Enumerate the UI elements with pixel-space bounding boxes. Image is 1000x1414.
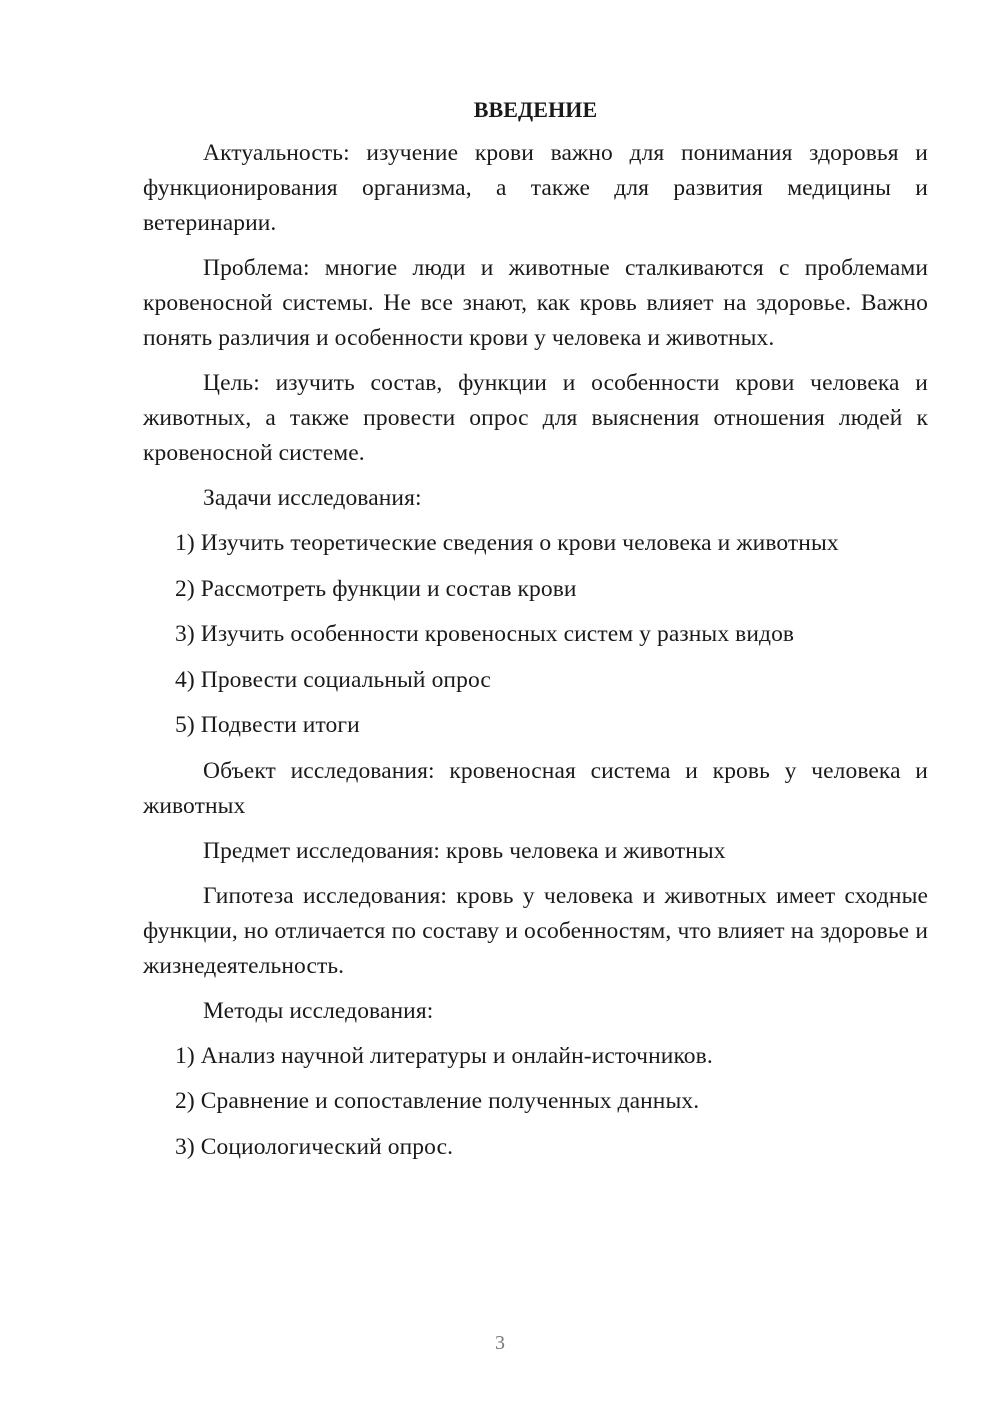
- subject-paragraph: Предмет исследования: кровь человека и животных: [203, 837, 726, 864]
- tasks-heading: Задачи исследования:: [203, 485, 422, 511]
- method-item: 3) Социологический опрос.: [175, 1133, 454, 1160]
- task-item: 1) Изучить теоретические сведения о крови человека и животных: [175, 530, 839, 556]
- method-item: 2) Сравнение и сопоставление полученных данных.: [175, 1088, 700, 1114]
- task-item: 5) Подвести итоги: [175, 712, 360, 738]
- method-item: 1) Анализ научной литературы и онлайн-источников.: [175, 1042, 713, 1069]
- task-item: 4) Провести социальный опрос: [175, 666, 491, 693]
- methods-list: [143, 1039, 928, 1165]
- hypothesis-paragraph: Гипотеза исследования: кровь у человека и животных имеет сходные функции, но отличается по составу и особенностям, что влияет на здоровье и жизнедеятельность.: [143, 882, 928, 979]
- goal-paragraph: Цель: изучить состав, функции и особенности крови человека и животных, а также провести опрос для выяснения отношения людей к кровеносной системе.: [143, 370, 928, 466]
- task-item: 3) Изучить особенности кровеносных систем у разных видов: [175, 621, 795, 647]
- page-title: ВВЕДЕНИЕ: [473, 97, 598, 122]
- object-paragraph: Объект исследования: кровеносная система и кровь у человека и животных: [143, 757, 928, 819]
- page-number: 3: [494, 1332, 506, 1354]
- methods-heading: Методы исследования:: [203, 997, 434, 1024]
- task-item: 2) Рассмотреть функции и состав крови: [175, 575, 577, 602]
- tasks-list: [143, 526, 928, 743]
- page-content: [143, 92, 928, 1175]
- relevance-paragraph: Актуальность: изучение крови важно для понимания здоровья и функционирования организма, а также для развития медицины и ветеринарии.: [143, 140, 928, 236]
- problem-paragraph: Проблема: многие люди и животные сталкиваются с проблемами кровеносной системы. Не все знают, как кровь влияет на здоровье. Важно понять различия и особенности крови у человека и животных.: [143, 255, 928, 351]
